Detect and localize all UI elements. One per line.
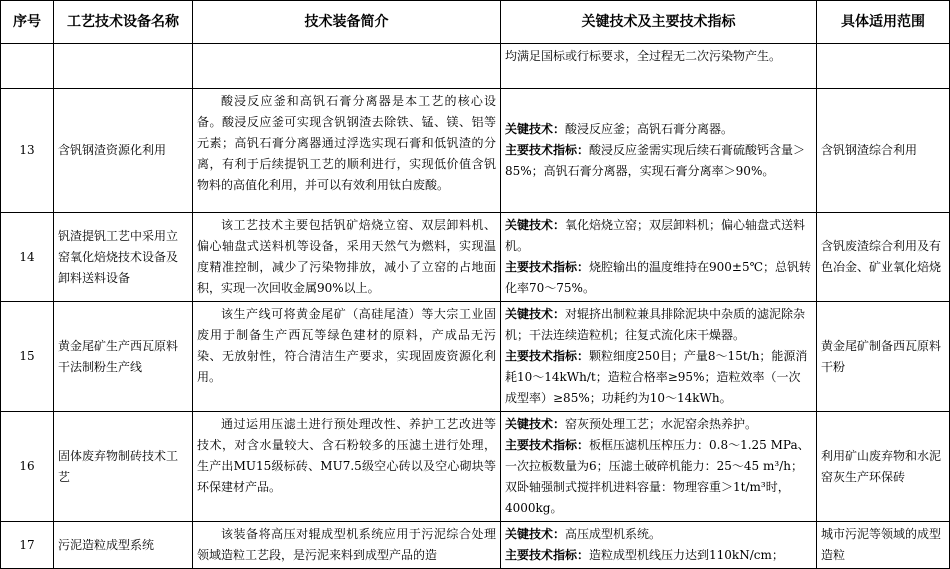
key-tech-line <box>505 524 812 545</box>
row-scope: 含钒钢渣综合利用 <box>817 89 950 213</box>
row-name: 钒渣提钒工艺中采用立窑氧化焙烧技术设备及卸料送料设备 <box>54 213 193 302</box>
table-row <box>1 213 950 302</box>
main-indicator-line <box>505 140 812 182</box>
key-tech-label: 关键技术： <box>505 122 566 136</box>
key-tech-label: 关键技术： <box>505 417 566 431</box>
row-name: 含钒钢渣资源化利用 <box>54 89 193 213</box>
row-intro-cell <box>193 522 501 569</box>
row-number: 13 <box>1 89 54 213</box>
main-indicator-value: 造粒成型机线压力达到110kN/cm； <box>589 548 784 562</box>
main-indicator-label: 主要技术指标： <box>505 349 590 363</box>
main-indicator-label: 主要技术指标： <box>505 260 590 274</box>
row-intro: 酸浸反应釜和高钒石膏分离器是本工艺的核心设备。酸浸反应釜可实现含钒钢渣去除铁、锰、镁、铝等元素；高钒石膏分离器通过浮选实现石膏和低钒渣的分离，有利于后续提钒工艺的顺利进行，实现低价值含钒物料的高值化利用，并可以有效利用钛白废酸。 <box>197 94 496 192</box>
key-tech-label: 关键技术： <box>505 527 566 541</box>
key-tech-label: 关键技术： <box>505 307 566 321</box>
table-row <box>1 412 950 522</box>
table-row <box>1 89 950 213</box>
main-indicator-line <box>505 257 812 299</box>
main-indicator-label: 主要技术指标： <box>505 143 590 157</box>
row-key-cell <box>501 522 817 569</box>
main-indicator-value: 板框压滤机压榨压力：0.8～1.25 MPa、一次拉板数量为6；压滤土破碎机能力：25～45 m³/h；双卧轴强制式搅拌机进料容量：物理容重＞1t/m³时，4000kg。 <box>505 438 810 515</box>
row-name: 污泥造粒成型系统 <box>54 522 193 569</box>
header-no: 序号 <box>1 1 54 44</box>
row-scope: 利用矿山废弃物和水泥窑灰生产环保砖 <box>817 412 950 522</box>
main-indicator-line <box>505 435 812 519</box>
row-key-cell <box>501 89 817 213</box>
row-scope: 含钒废渣综合利用及有色冶金、矿业氧化焙烧 <box>817 213 950 302</box>
row-name: 固体废弃物制砖技术工艺 <box>54 412 193 522</box>
main-indicator-value: 烧腔输出的温度维持在900±5℃；总钒转化率70～75%。 <box>505 260 812 295</box>
row-intro-cell <box>193 412 501 522</box>
row-intro: 该生产线可将黄金尾矿（高硅尾渣）等大宗工业固废用于制备生产西瓦等绿色建材的原料，产成品无污染、无放射性，符合清洁生产要求，实现固废资源化利用。 <box>197 307 496 384</box>
header-name: 工艺技术设备名称 <box>54 1 193 44</box>
main-indicator-value: 颗粒细度250目；产量8～15t/h；能源消耗10～14kWh/t；造粒合格率≥95%；造粒效率（一次成型率）≥85%；功耗约为10～14kWh。 <box>505 349 808 405</box>
row-number: 14 <box>1 213 54 302</box>
continuation-row <box>1 44 950 89</box>
continuation-key-cell <box>501 44 817 89</box>
key-tech-line <box>505 414 812 435</box>
key-tech-line <box>505 215 812 257</box>
row-number: 17 <box>1 522 54 569</box>
row-intro-cell <box>193 89 501 213</box>
main-indicator-value: 酸浸反应釜需实现后续石膏硫酸钙含量＞85%；高钒石膏分离器，实现石膏分离率＞90%。 <box>505 143 806 178</box>
row-intro-cell <box>193 213 501 302</box>
key-tech-line <box>505 304 812 346</box>
key-tech-value: 酸浸反应釜；高钒石膏分离器。 <box>565 122 734 136</box>
row-intro-cell <box>193 302 501 412</box>
header-row <box>1 1 950 44</box>
row-number: 15 <box>1 302 54 412</box>
continuation-key-text: 均满足国标或行标要求，全过程无二次污染物产生。 <box>505 49 782 63</box>
row-scope: 城市污泥等领域的成型造粒 <box>817 522 950 569</box>
row-key-cell <box>501 213 817 302</box>
table-row <box>1 302 950 412</box>
row-intro: 该装备将高压对辊成型机系统应用于污泥综合处理领域造粒工艺段，是污泥来料到成型产品的造 <box>197 527 496 562</box>
key-tech-value: 氧化焙烧立窑；双层卸料机；偏心轴盘式送料机。 <box>505 218 806 253</box>
header-intro: 技术装备简介 <box>193 1 501 44</box>
key-tech-value: 对辊挤出制粒兼具排除泥块中杂质的滤泥除杂机；干法连续造粒机；往复式流化床干燥器。 <box>505 307 806 342</box>
main-indicator-label: 主要技术指标： <box>505 438 590 452</box>
header-scope: 具体适用范围 <box>817 1 950 44</box>
row-intro: 该工艺技术主要包括钒矿焙烧立窑、双层卸料机、偏心轴盘式送料机等设备，采用天然气为燃料，实现温度精准控制，减少了污染物排放，减小了立窑的占地面积，实现一次回收金属90%以上。 <box>197 218 496 295</box>
row-key-cell <box>501 412 817 522</box>
main-indicator-line <box>505 545 812 566</box>
key-tech-label: 关键技术： <box>505 218 566 232</box>
row-intro: 通过运用压滤土进行预处理改性、养护工艺改进等技术，对含水量较大、含石粉较多的压滤土进行处理，生产出MU15级标砖、MU7.5级空心砖以及空心砌块等环保建材产品。 <box>197 417 496 494</box>
key-tech-value: 高压成型机系统。 <box>565 527 662 541</box>
key-tech-line <box>505 119 812 140</box>
key-tech-value: 窑灰预处理工艺；水泥窑余热养护。 <box>565 417 758 431</box>
row-name: 黄金尾矿生产西瓦原料干法制粉生产线 <box>54 302 193 412</box>
row-key-cell <box>501 302 817 412</box>
main-indicator-line <box>505 346 812 409</box>
header-key: 关键技术及主要技术指标 <box>501 1 817 44</box>
row-number: 16 <box>1 412 54 522</box>
row-scope: 黄金尾矿制备西瓦原料干粉 <box>817 302 950 412</box>
main-indicator-label: 主要技术指标： <box>505 548 590 562</box>
table-row <box>1 522 950 569</box>
